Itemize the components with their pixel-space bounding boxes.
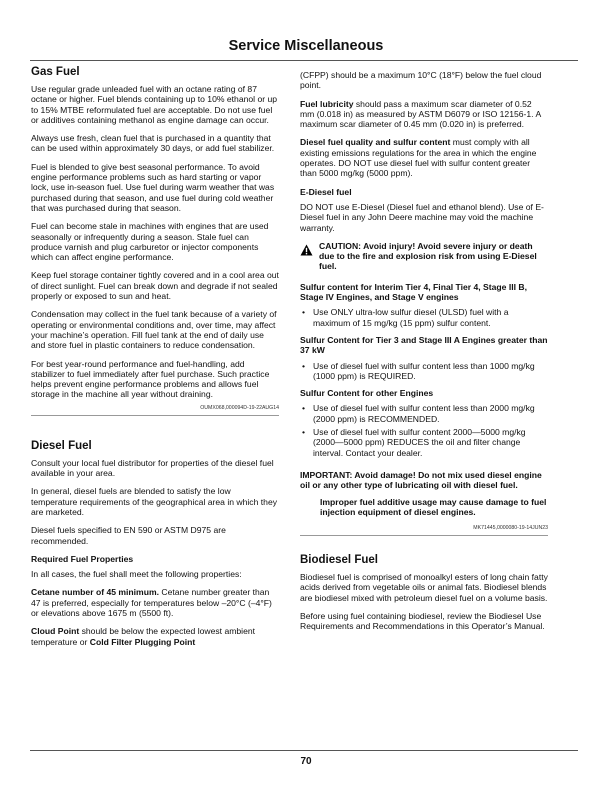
- section-divider: [31, 415, 279, 416]
- important-text-2: Improper fuel additive usage may cause damage to fuel injection equipment of diesel engines.: [320, 496, 547, 517]
- lubricity-paragraph: [300, 99, 548, 130]
- quality-label: Diesel fuel quality and sulfur content: [300, 137, 451, 148]
- title-rule: [30, 60, 578, 61]
- page-title: Service Miscellaneous: [228, 38, 384, 54]
- sulfur-heading: Sulfur Content for Tier 3 and Stage III A Engines greater than 37 kW: [300, 334, 548, 356]
- list-item: • Use of diesel fuel with sulfur content less than 1000 mg/kg (1000 ppm) is REQUIRED.: [300, 361, 548, 382]
- caution-text: CAUTION: Avoid injury! Avoid severe injury or death due to the fire and explosion risk from using E-Diesel fuel.: [319, 240, 537, 272]
- quality-paragraph: [300, 137, 548, 178]
- required-properties-heading: Required Fuel Properties: [31, 553, 134, 564]
- e-diesel-heading: E-Diesel fuel: [300, 186, 352, 197]
- warning-triangle-icon: [300, 241, 314, 272]
- gas-fuel-paragraph: Keep fuel storage container tightly covered and in a cool area out of direct sunlight. Fuel can break down and degrade if not sealed properly or exposed to sun and heat.: [31, 270, 279, 302]
- sulfur-list: [300, 403, 548, 457]
- sulfur-heading: Sulfur Content for other Engines: [300, 388, 434, 399]
- lubricity-text: should pass a maximum scar diameter of 0.52 mm (0.018 in) as measured by ASTM D6079 or ISO 12156-1. A maximum scar diameter of 0.45 mm (0.020 in) is preferred.: [300, 98, 541, 130]
- cfpp-continued: (CFPP) should be a maximum 10°C (18°F) below the fuel cloud point.: [300, 70, 542, 91]
- diesel-fuel-reference: MK71445,0000080-19-14JUN23: [473, 525, 548, 532]
- page-number: 70: [300, 756, 312, 767]
- gas-fuel-paragraph: For best year-round performance and fuel-handling, add stabilizer to fuel immediately after fuel purchase. Such practice helps prevent engine performance problems and allows fuel storage in the machine all year without draining.: [31, 358, 270, 400]
- required-properties-intro: In all cases, the fuel shall meet the following properties:: [31, 569, 242, 580]
- sulfur-heading: Sulfur content for Interim Tier 4, Final Tier 4, Stage III B, Stage IV Engines, and Stage V engines: [300, 281, 527, 303]
- gas-fuel-paragraph: Condensation may collect in the fuel tank because of a variety of operating or environmental conditions and, over time, may affect your machine’s operation. Fill fuel tank at the end of daily use and store fuel in plastic containers to reduce condensation.: [31, 309, 277, 351]
- left-column: [31, 66, 279, 655]
- caution-block: [300, 241, 548, 272]
- cetane-label: Cetane number of 45 minimum.: [31, 587, 159, 598]
- list-item: • Use of diesel fuel with sulfur content 2000—5000 mg/kg (2000—5000 ppm) REDUCES the oil and filter change interval. Contact your dealer.: [300, 427, 548, 458]
- gas-fuel-heading: Gas Fuel: [31, 66, 80, 78]
- cfpp-label: Cold Filter Plugging Point: [89, 636, 196, 647]
- gas-fuel-paragraph: Always use fresh, clean fuel that is purchased in a quantity that can be used within approximately 30 days, or add fuel stabilizer.: [31, 133, 275, 154]
- list-item: • Use of diesel fuel with sulfur content less than 2000 mg/kg (2000 ppm) is RECOMMENDED.: [300, 403, 548, 424]
- biodiesel-heading: Biodiesel Fuel: [300, 554, 378, 567]
- cloud-point-paragraph: [31, 626, 279, 647]
- section-divider: [300, 535, 548, 536]
- gas-fuel-paragraph: Fuel is blended to give best seasonal performance. To avoid engine performance problems such as hard starting or vapor lock, use in-season fuel. Use fuel during warm weather that was purchased during that season, and use fuel during cold weather that was purchased during that season.: [31, 161, 275, 213]
- important-text: IMPORTANT: Avoid damage! Do not mix used diesel engine oil or any other type of lubricating oil with diesel fuel.: [300, 469, 542, 491]
- diesel-fuel-paragraph: In general, diesel fuels are blended to satisfy the low temperature requirements of the geographical area in which they are marketed.: [31, 486, 278, 517]
- gas-fuel-reference: OUMX068,000094D-19-22AUG14: [200, 404, 279, 411]
- right-column: [300, 70, 548, 640]
- sulfur-list: [300, 307, 548, 328]
- cetane-text: Cetane number greater than 47 is preferred, especially for temperatures below –20°C (–4°F) or elevations above 1675 m (5500 ft).: [31, 587, 272, 618]
- biodiesel-paragraph: Biodiesel fuel is comprised of monoalkyl esters of long chain fatty acids derived from vegetable oils or animal fats. Biodiesel blends are biodiesel mixed with petroleum diesel fuel on a volume basis.: [300, 572, 548, 603]
- e-diesel-paragraph: DO NOT use E-Diesel (Diesel fuel and ethanol blend). Use of E-Diesel fuel in any John Deere machine may void the machine warranty.: [300, 201, 544, 233]
- cloud-point-text: should be below the expected lowest ambient temperature or: [31, 626, 256, 647]
- diesel-fuel-paragraph: Consult your local fuel distributor for properties of the diesel fuel available in your area.: [31, 457, 274, 479]
- diesel-fuel-paragraph: Diesel fuels specified to EN 590 or ASTM D975 are recommended.: [31, 525, 226, 546]
- diesel-fuel-heading: Diesel Fuel: [31, 439, 92, 452]
- lubricity-label: Fuel lubricity: [300, 98, 354, 109]
- gas-fuel-paragraph: Fuel can become stale in machines with engines that are used seasonally or infrequently during a season. Stale fuel can produce varnish and plug carburetor or injector components which can affect engine performance.: [31, 221, 269, 263]
- sulfur-list: [300, 361, 548, 382]
- list-item: • Use ONLY ultra-low sulfur diesel (ULSD) fuel with a maximum of 15 mg/kg (15 ppm) sulfur content.: [300, 307, 548, 328]
- cloud-point-label: Cloud Point: [31, 626, 80, 637]
- quality-text: must comply with all existing emissions regulations for the area in which the engine operates. DO NOT use diesel fuel with sulfur content greater than 5000 mg/kg (5000 ppm).: [300, 137, 537, 179]
- biodiesel-paragraph: Before using fuel containing biodiesel, review the Biodiesel Use Requirements and Recommendations in this Operator’s Manual.: [300, 610, 545, 632]
- footer-rule: [30, 750, 578, 751]
- gas-fuel-paragraph: Use regular grade unleaded fuel with an octane rating of 87 octane or higher. Fuel blends containing up to 10% ethanol or up to 15% MTBE reformulated fuel are acceptable. Do not use fuel or additives containing methanol as engine damage can occur.: [31, 84, 278, 125]
- cetane-paragraph: [31, 587, 279, 618]
- important-block: [300, 470, 548, 517]
